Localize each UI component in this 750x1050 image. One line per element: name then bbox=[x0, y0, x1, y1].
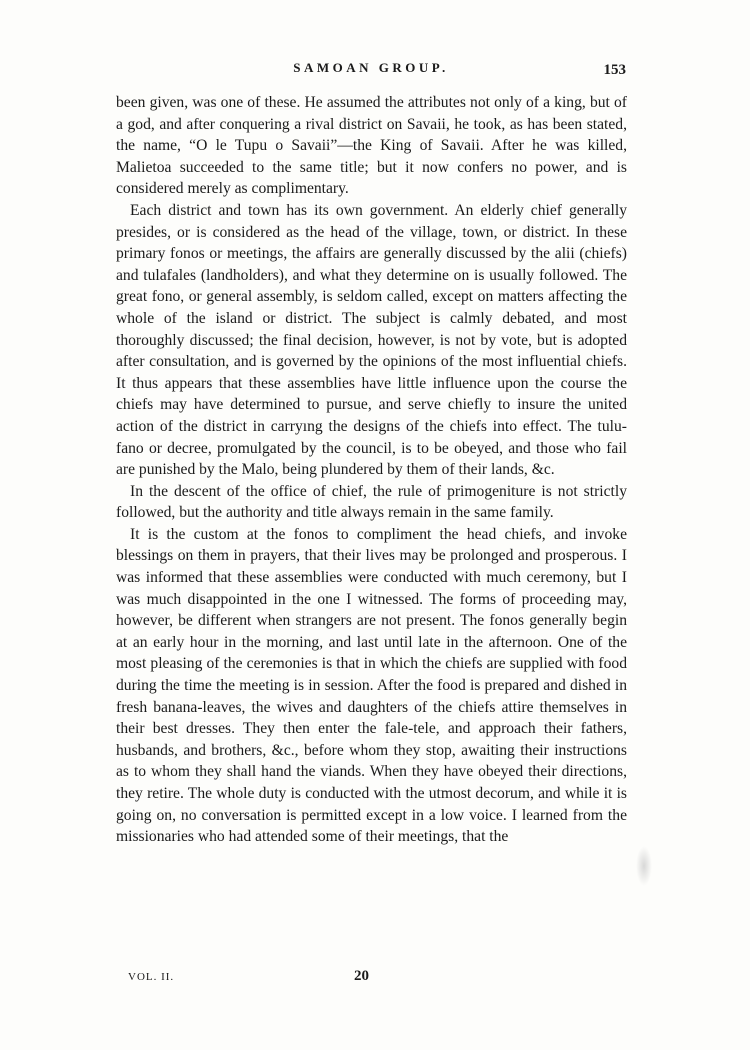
signature-mark: 20 bbox=[354, 968, 369, 984]
page-footer bbox=[128, 967, 628, 989]
volume-mark: VOL. II. bbox=[128, 971, 175, 983]
paragraph: been given, was one of these. He assumed the attributes not only of a king, but of a god, and after conquering a rival district on Savaii, he took, as has been stated, the name, “O le Tupu o Savaii”—the King of Savaii. After he was killed, Malietoa succeeded to the same title; but it now confers no power, and is considered merely as complimentary. bbox=[116, 94, 627, 198]
paragraph: It is the custom at the fonos to compliment the head chiefs, and invoke blessings on them in prayers, that their lives may be prolonged and prosperous. I was informed that these assemblies were conducted with much ceremony, but I was much disappointed in the one I witnessed. The forms of proceeding may, however, be different when strangers are not present. The fonos generally begin at an early hour in the morning, and last until late in the afternoon. One of the most pleasing of the ceremonies is that in which the chiefs are supplied with food during the time the meeting is in session. After the food is prepared and dished in fresh banana-leaves, the wives and daughters of the chiefs attire themselves in their best dresses. They then enter the fale-tele, and approach their fathers, husbands, and brothers, &c., before whom they stop, awaiting their instructions as to whom they shall hand the viands. When they have obeyed their directions, they retire. The whole duty is conducted with the utmost decorum, and while it is going on, no conversation is permitted except in a low voice. I learned from the missionaries who had attended some of their meetings, that the bbox=[116, 525, 627, 846]
page-header bbox=[116, 58, 626, 82]
running-head: SAMOAN GROUP. bbox=[293, 60, 449, 75]
paragraph: In the descent of the office of chief, the rule of primogeniture is not strictly followed, but the authority and title always remain in the same family. bbox=[116, 482, 627, 522]
page-number: 153 bbox=[603, 62, 626, 78]
page-smudge bbox=[636, 846, 652, 886]
paragraph: Each district and town has its own government. An elderly chief generally presides, or is considered as the head of the village, town, or district. In these primary fonos or meetings, the affairs are generally discussed by the alii (chiefs) and tulafales (landholders), and what they determine on is usually followed. The great fono, or general assembly, is seldom called, except on matters affecting the whole of the island or district. The subject is calmly debated, and most thoroughly discussed; the final decision, however, is not by vote, but is adopted after consultation, and is governed by the opinions of the most influential chiefs. It thus appears that these assemblies have little influence upon the course the chiefs may have determined to pursue, and serve chiefly to insure the united action of the district in carryıng the designs of the chiefs into effect. The tulu-fano or decree, promulgated by the council, is to be obeyed, and those who fail are punished by the Malo, being plundered by them of their lands, &c. bbox=[116, 201, 627, 479]
body-text bbox=[116, 92, 627, 848]
